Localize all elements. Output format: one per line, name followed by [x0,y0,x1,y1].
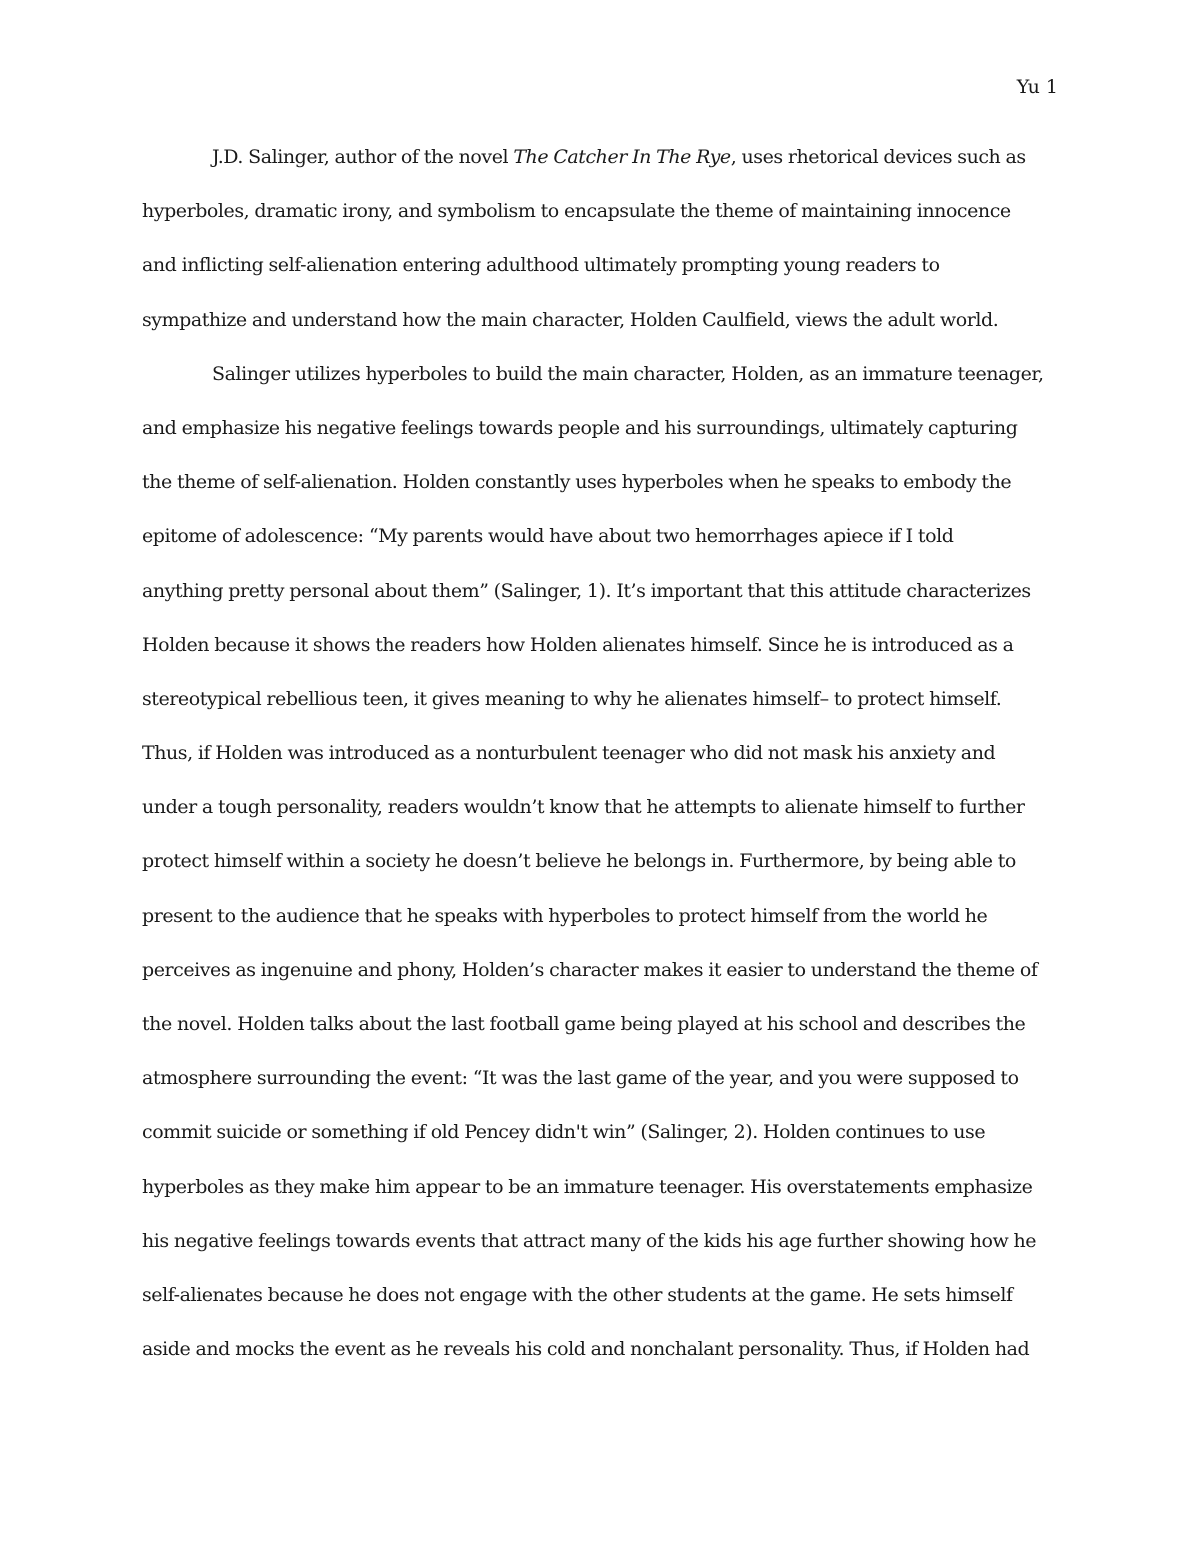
text-line: anything pretty personal about them” (Salinger, 1). It’s important that this attitude characterizes [142,579,1031,602]
text-line: aside and mocks the event as he reveals his cold and nonchalant personality. Thus, if Holden had [142,1338,1030,1361]
text-line: commit suicide or something if old Pencey didn't win” (Salinger, 2). Holden continues to use [142,1121,986,1144]
text-line: stereotypical rebellious teen, it gives meaning to why he alienates himself– to protect himself. [142,687,1002,710]
paragraph-intro [142,140,1058,357]
text-line: Holden because it shows the readers how Holden alienates himself. Since he is introduced as a [142,633,1014,656]
text-line: Thus, if Holden was introduced as a nonturbulent teenager who did not mask his anxiety and [142,742,996,765]
text-line: hyperboles, dramatic irony, and symbolism to encapsulate the theme of maintaining innocence [142,200,1011,223]
running-head: Yu 1 [1016,76,1058,98]
text-line: and inflicting self-alienation entering adulthood ultimately prompting young readers to [142,254,940,277]
text-line: atmosphere surrounding the event: “It was the last game of the year, and you were supposed to [142,1067,1019,1090]
text-run: J.D. Salinger, author of the novel [212,146,514,168]
text-line: protect himself within a society he doesn’t believe he belongs in. Furthermore, by being able to [142,850,1016,873]
text-run: , uses rhetorical devices such as [730,146,1026,168]
text-line: under a tough personality, readers wouldn’t know that he attempts to alienate himself to further [142,796,1025,819]
text-line: self-alienates because he does not engage with the other students at the game. He sets himself [142,1283,1013,1306]
book-title: The Catcher In The Rye [513,146,731,168]
text-line: his negative feelings towards events that attract many of the kids his age further showing how he [142,1229,1037,1252]
text-line: hyperboles as they make him appear to be an immature teenager. His overstatements emphasize [142,1175,1033,1198]
text-line: present to the audience that he speaks with hyperboles to protect himself from the world he [142,904,988,927]
text-line: epitome of adolescence: “My parents would have about two hemorrhages apiece if I told [142,525,954,548]
text-line: sympathize and understand how the main character, Holden Caulfield, views the adult world. [142,308,999,331]
text-line [142,140,1058,194]
text-line: perceives as ingenuine and phony, Holden’s character makes it easier to understand the theme of [142,958,1038,981]
paragraph-hyperboles [142,357,1058,1387]
essay-body [142,140,1058,1386]
text-line: Salinger utilizes hyperboles to build the main character, Holden, as an immature teenager, [212,362,1044,385]
text-line: the novel. Holden talks about the last football game being played at his school and describes the [142,1013,1026,1035]
text-line: and emphasize his negative feelings towards people and his surroundings, ultimately capturing [142,416,1018,439]
text-line: the theme of self-alienation. Holden constantly uses hyperboles when he speaks to embody the [142,471,1012,494]
